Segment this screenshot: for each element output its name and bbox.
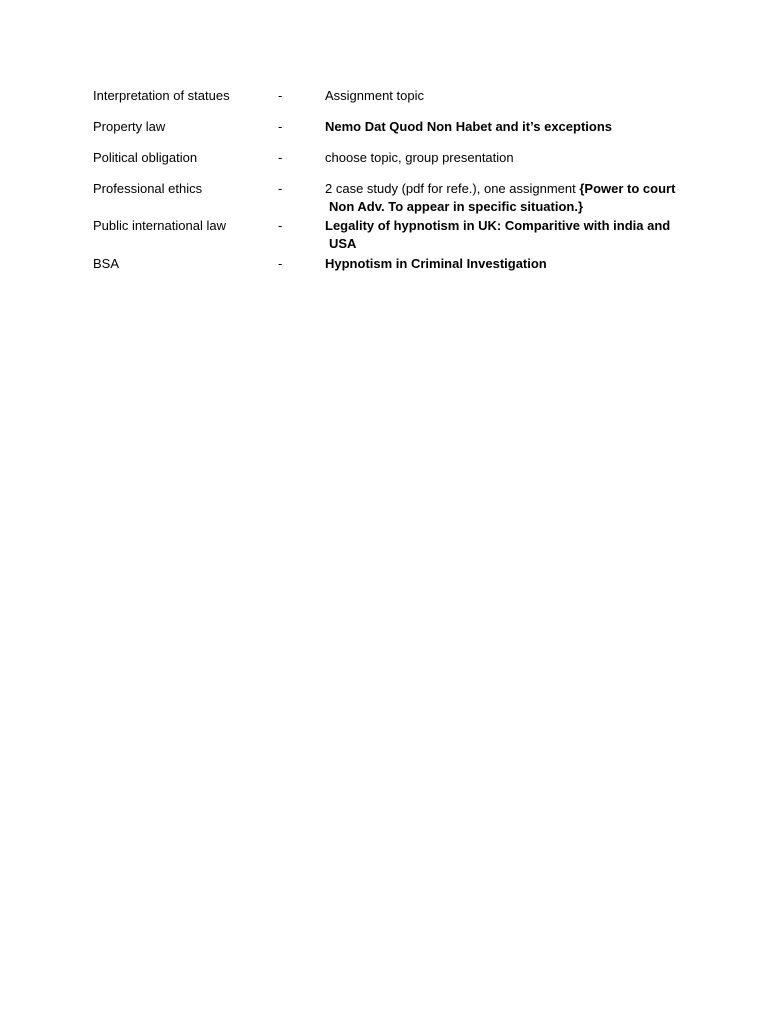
detail-text: [325, 87, 690, 105]
dash-separator: -: [278, 218, 283, 233]
subject-label: BSA: [93, 256, 120, 271]
detail-line: [325, 180, 690, 198]
detail-text: [325, 180, 690, 216]
subject-label: Interpretation of statues: [93, 88, 230, 103]
detail-bold: {Power to court: [579, 181, 676, 196]
detail-line: Legality of hypnotism in UK: Comparitive with india and: [325, 218, 671, 233]
detail-line: Assignment topic: [325, 88, 424, 103]
subject-label: Public international law: [93, 218, 226, 233]
subject-label: Property law: [93, 119, 166, 134]
dash-separator: -: [278, 150, 283, 165]
detail-line: Hypnotism in Criminal Investigation: [325, 256, 547, 271]
dash-separator: -: [278, 256, 283, 271]
detail-line: choose topic, group presentation: [325, 150, 514, 165]
dash-separator: -: [278, 119, 283, 134]
subject-label: Political obligation: [93, 150, 198, 165]
subject-label: Professional ethics: [93, 181, 203, 196]
detail-text: [325, 118, 690, 136]
detail-plain: 2 case study (pdf for refe.), one assignment: [325, 181, 580, 196]
detail-text: [325, 149, 690, 167]
detail-line: Nemo Dat Quod Non Habet and it’s exceptions: [325, 119, 612, 134]
detail-line-2: Non Adv. To appear in specific situation.}: [329, 199, 584, 214]
dash-separator: -: [278, 181, 283, 196]
detail-text: [325, 255, 690, 273]
dash-separator: -: [278, 88, 283, 103]
detail-text: [325, 217, 690, 253]
detail-line-2: USA: [329, 236, 357, 251]
